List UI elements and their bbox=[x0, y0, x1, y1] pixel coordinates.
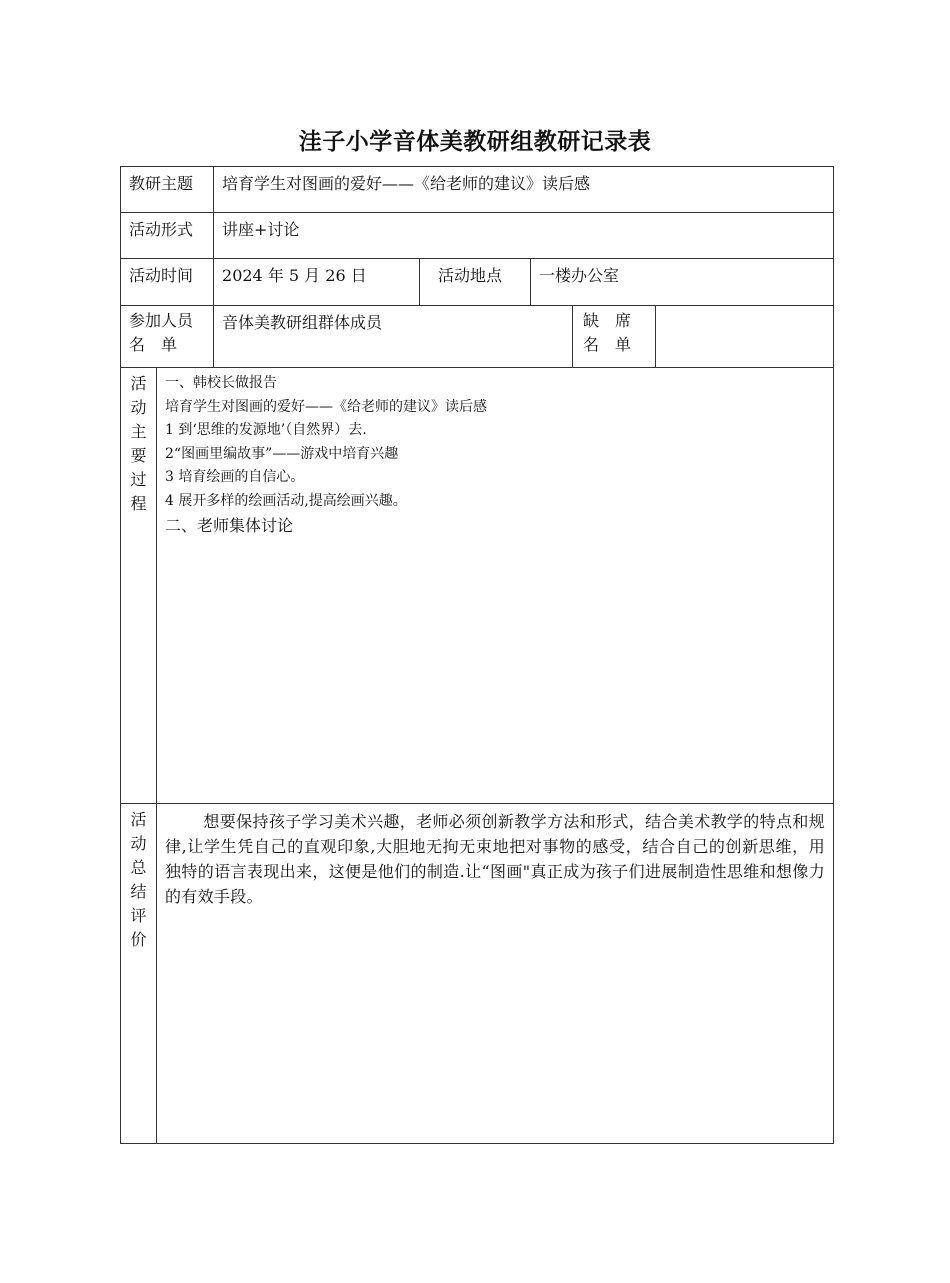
summary-label bbox=[121, 804, 156, 952]
absent-label-line2: 名 单 bbox=[583, 335, 632, 354]
process-label-char: 程 bbox=[130, 494, 147, 513]
process-label-char: 活 bbox=[130, 374, 147, 393]
theme-value: 培育学生对图画的爱好——《给老师的建议》读后感 bbox=[222, 174, 591, 193]
summary-label-char: 评 bbox=[130, 906, 147, 925]
summary-label-char: 总 bbox=[130, 858, 147, 877]
place-value-cell bbox=[531, 259, 834, 306]
summary-label-char: 价 bbox=[130, 930, 147, 949]
time-label-cell bbox=[121, 259, 214, 306]
participants-label-line2: 名 单 bbox=[129, 335, 178, 354]
theme-label: 教研主题 bbox=[129, 174, 194, 193]
process-label-cell bbox=[121, 368, 157, 804]
form-row bbox=[121, 213, 834, 259]
summary-content-cell bbox=[157, 804, 834, 1144]
place-value: 一楼办公室 bbox=[539, 266, 620, 285]
participants-value-cell bbox=[214, 306, 573, 368]
theme-label-cell bbox=[121, 167, 214, 213]
place-label-cell bbox=[420, 259, 531, 306]
summary-label-char: 动 bbox=[130, 834, 147, 853]
process-line: 2“图画里编故事”——游戏中培育兴趣 bbox=[165, 445, 399, 462]
process-line: 一、韩校长做报告 bbox=[165, 375, 277, 391]
process-label bbox=[121, 368, 156, 516]
discussion-heading: 二、老师集体讨论 bbox=[165, 516, 294, 535]
participants-label-line1: 参加人员 bbox=[129, 311, 194, 330]
summary-label-char: 结 bbox=[130, 882, 147, 901]
summary-label-cell bbox=[121, 804, 157, 1144]
process-label-char: 动 bbox=[130, 398, 147, 417]
form-value: 讲座+讨论 bbox=[222, 220, 300, 239]
absent-label bbox=[573, 306, 655, 363]
participants-label-cell bbox=[121, 306, 214, 368]
participants-label bbox=[121, 306, 213, 363]
form-label-cell bbox=[121, 213, 214, 259]
page-title: 洼子小学音体美教研组教研记录表 bbox=[298, 128, 652, 155]
record-table bbox=[120, 166, 834, 1144]
process-line: 1 到‘思维的发源地’（自然界）去. bbox=[165, 422, 367, 438]
process-content bbox=[157, 368, 833, 543]
form-value-cell bbox=[214, 213, 834, 259]
absent-label-cell bbox=[573, 306, 656, 368]
process-line: 培育学生对图画的爱好——《给老师的建议》读后感 bbox=[165, 398, 487, 415]
process-content-cell bbox=[157, 368, 834, 804]
form-label: 活动形式 bbox=[129, 220, 194, 239]
time-row bbox=[121, 259, 834, 306]
time-value: 2024 年 5 月 26 日 bbox=[222, 266, 367, 285]
participants-row bbox=[121, 306, 834, 368]
summary-row bbox=[121, 804, 834, 1144]
process-label-char: 要 bbox=[130, 446, 147, 465]
absent-value-cell bbox=[656, 306, 834, 368]
place-label: 活动地点 bbox=[438, 266, 503, 285]
process-label-char: 主 bbox=[130, 422, 147, 441]
summary-text: 想要保持孩子学习美术兴趣，老师必须创新教学方法和形式，结合美术教学的特点和规律,让学生凭自己的直观印象,大胆地无拘无束地把对事物的感受，结合自己的创新思维，用独特的语言表现出来，这便是他们的制造.让“图画"真正成为孩子们进展制造性思维和想像力的有效手段。 bbox=[165, 812, 826, 906]
theme-row bbox=[121, 167, 834, 213]
process-line: 3 培育绘画的自信心。 bbox=[165, 469, 305, 485]
process-label-char: 过 bbox=[130, 470, 147, 489]
process-line: 4 展开多样的绘画活动,提高绘画兴趣。 bbox=[165, 492, 407, 509]
absent-value bbox=[656, 306, 833, 318]
time-value-cell bbox=[214, 259, 420, 306]
summary-label-char: 活 bbox=[130, 810, 147, 829]
time-label: 活动时间 bbox=[129, 266, 194, 285]
process-row bbox=[121, 368, 834, 804]
absent-label-line1: 缺 席 bbox=[583, 311, 632, 330]
participants-value: 音体美教研组群体成员 bbox=[222, 313, 383, 332]
theme-value-cell bbox=[214, 167, 834, 213]
